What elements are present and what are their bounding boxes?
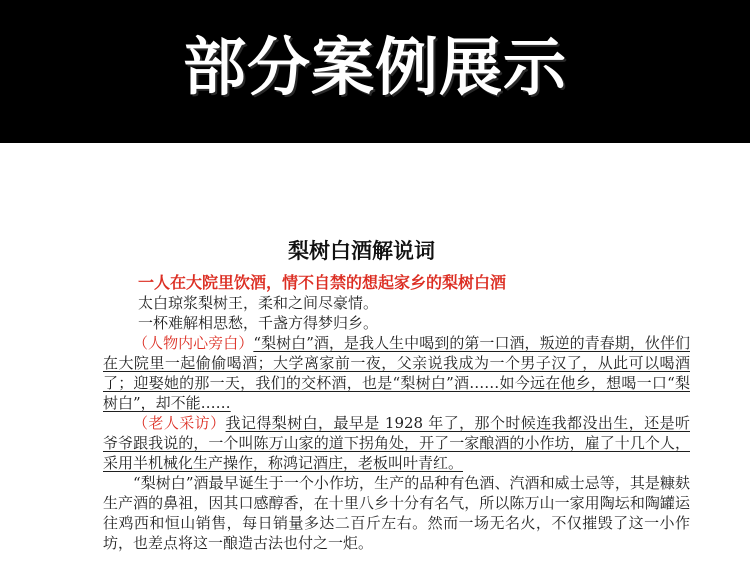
paragraph-text-interview: 我记得梨树白，最早是 1928 年了，那个时候连我都没出生，还是听爷爷跟我说的，一个叫陈万山家的道下拐角处，开了一家酿酒的小作坊，雇了十几个人，采用半机械化生产操作，称鸿记酒庄，老板叫叶青红。 [103,414,690,472]
paragraph-history [103,473,690,553]
paragraph-interview [103,413,690,473]
paragraph-text-narration: “梨树白”酒，是我人生中喝到的第一口酒，叛逆的青春期，伙伴们在大院里一起偷偷喝酒；大学离家前一夜，父亲说我成为一个男子汉了，从此可以喝酒了；迎娶她的那一天，我们的交杯酒，也是“梨树白”酒……如今远在他乡，想喝一口“梨树白”，却不能…… [103,334,690,412]
document-page [0,239,750,553]
paragraph-label-narration: （人物内心旁白） [133,334,254,352]
document-title: 梨树白酒解说词 [288,239,435,263]
scene-headline: 一人在大院里饮酒，情不自禁的想起家乡的梨树白酒 [138,273,507,292]
banner [0,0,750,143]
paragraph-narration [103,333,690,413]
paragraph-label-interview: （老人采访） [133,414,226,432]
paragraph-text-history: “梨树白”酒最早诞生于一个小作坊，生产的品种有色酒、汽酒和威士忌等，其是糠麸生产酒的鼻祖，因其口感醇香，在十里八乡十分有名气，所以陈万山一家用陶坛和陶罐运往鸡西和恒山销售，每日销量多达二百斤左右。然而一场无名火，不仅摧毁了这一小作坊，也差点将这一酿造古法也付之一炬。 [103,474,690,552]
intro-block [138,273,690,333]
banner-title: 部分案例展示 [183,31,567,104]
poem-line-1: 太白琼浆梨树王，柔和之间尽豪情。 [138,294,379,312]
poem-line-2: 一杯难解相思愁，千盏方得梦归乡。 [138,314,379,332]
